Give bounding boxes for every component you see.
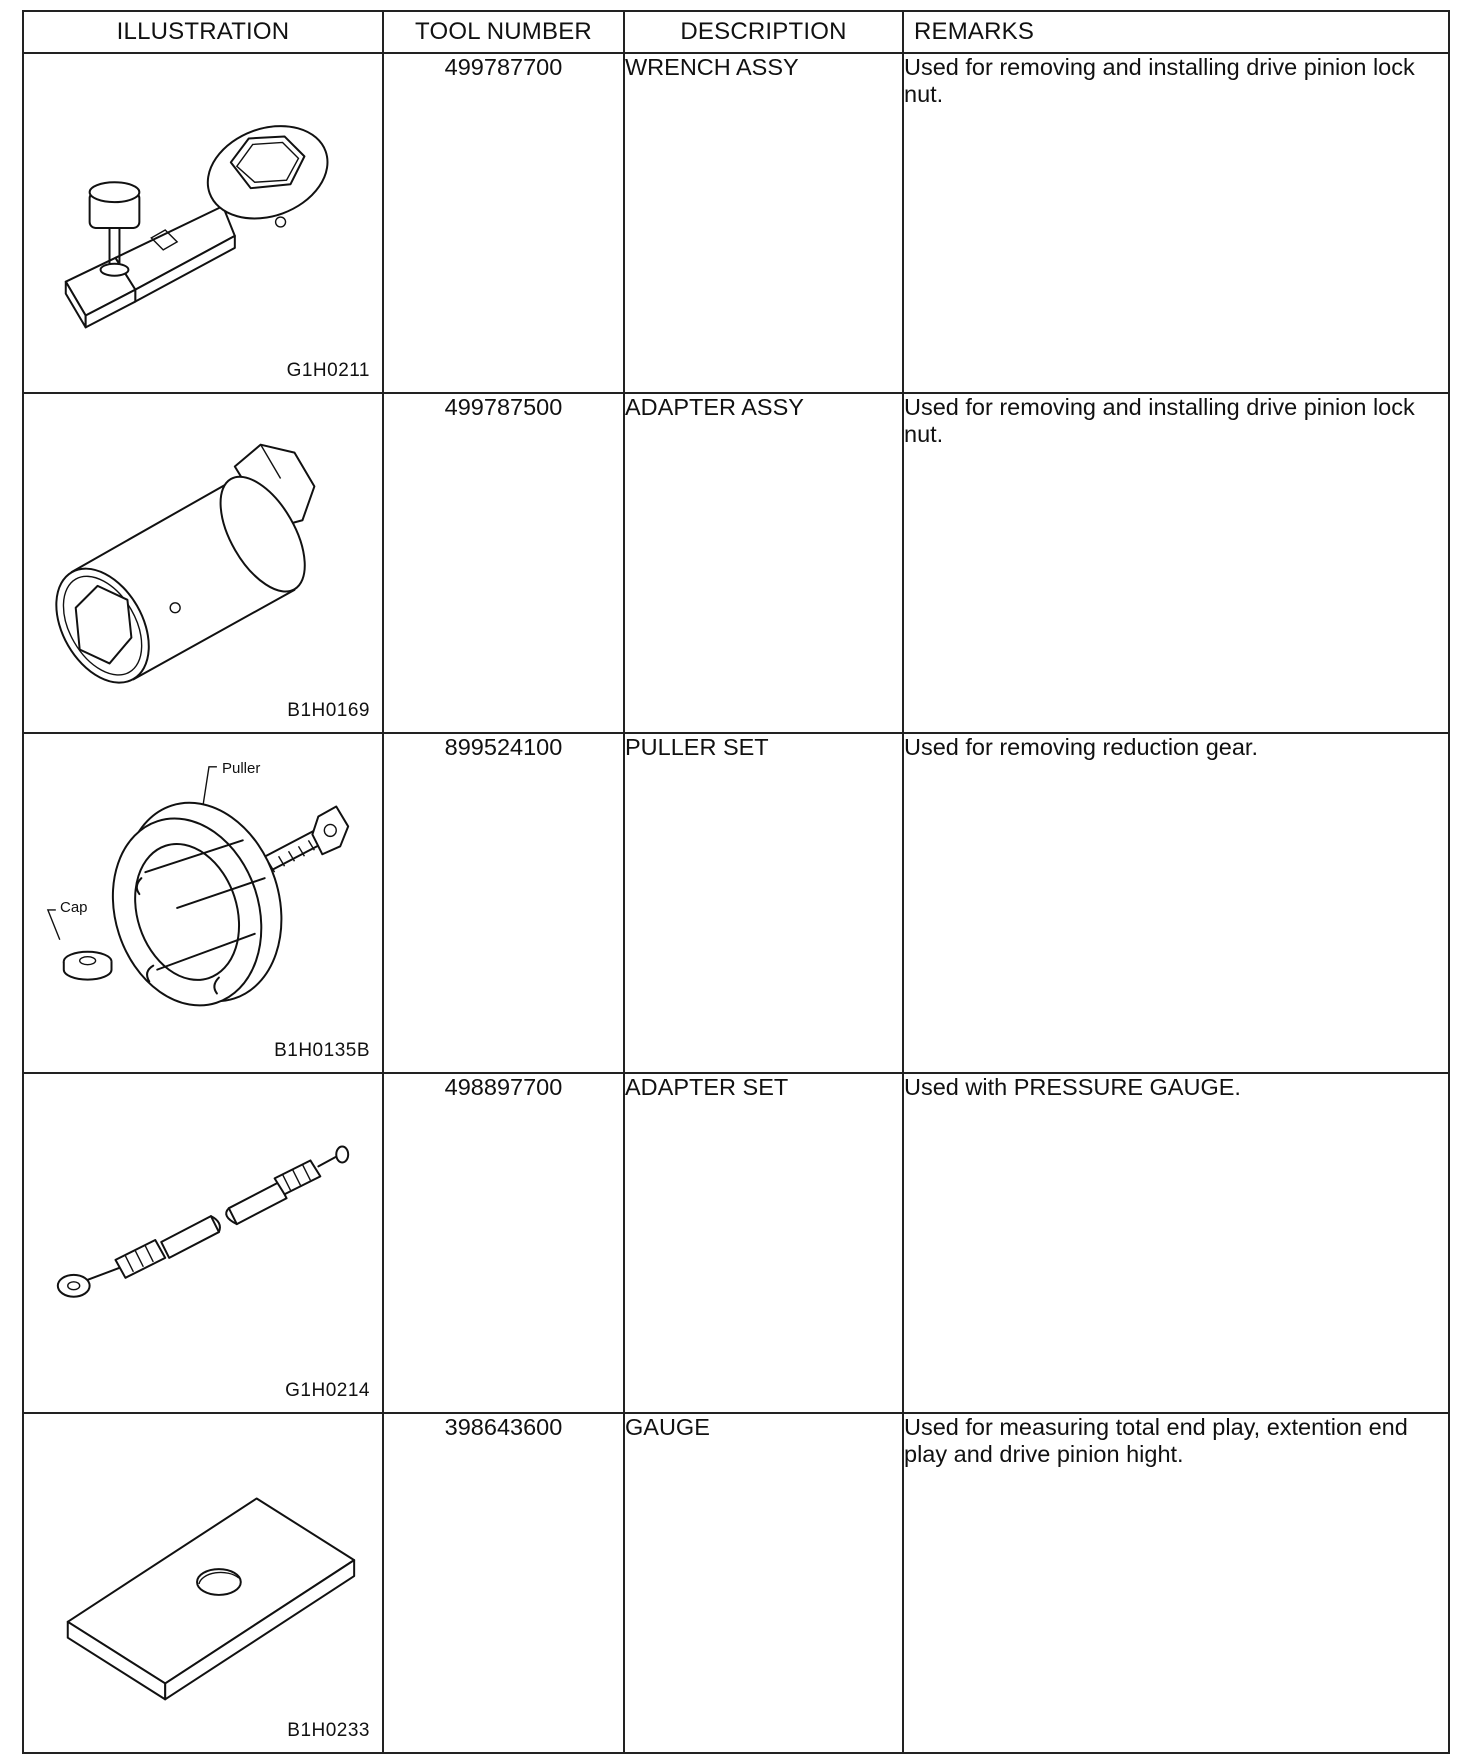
tool-remarks: Used for removing reduction gear. xyxy=(903,733,1449,1073)
table-row xyxy=(23,733,1449,1073)
tool-number: 499787700 xyxy=(383,53,624,393)
callout-puller: Puller xyxy=(222,760,261,777)
tool-description: WRENCH ASSY xyxy=(624,53,903,393)
tool-remarks: Used for removing and installing drive pinion lock nut. xyxy=(903,393,1449,733)
callout-cap: Cap xyxy=(60,899,88,916)
figure-id: B1H0233 xyxy=(287,1720,370,1741)
wrench-assy-illustration xyxy=(24,54,382,392)
header-description: DESCRIPTION xyxy=(624,11,903,53)
tool-description: ADAPTER SET xyxy=(624,1073,903,1413)
tool-remarks: Used with PRESSURE GAUGE. xyxy=(903,1073,1449,1413)
tool-description: PULLER SET xyxy=(624,733,903,1073)
tool-number: 899524100 xyxy=(383,733,624,1073)
gauge-illustration xyxy=(24,1414,382,1752)
tool-description: GAUGE xyxy=(624,1413,903,1753)
table-row xyxy=(23,53,1449,393)
illustration-cell xyxy=(23,393,383,733)
adapter-assy-illustration xyxy=(24,394,382,732)
tool-remarks: Used for measuring total end play, extention end play and drive pinion hight. xyxy=(903,1413,1449,1753)
table-row xyxy=(23,1413,1449,1753)
figure-id: B1H0135B xyxy=(274,1040,370,1061)
tool-number: 398643600 xyxy=(383,1413,624,1753)
tool-description: ADAPTER ASSY xyxy=(624,393,903,733)
header-remarks: REMARKS xyxy=(903,11,1449,53)
figure-id: B1H0169 xyxy=(287,700,370,721)
illustration-cell xyxy=(23,1073,383,1413)
figure-id: G1H0211 xyxy=(286,360,370,381)
header-illustration: ILLUSTRATION xyxy=(23,11,383,53)
table-row xyxy=(23,1073,1449,1413)
header-tool-number: TOOL NUMBER xyxy=(383,11,624,53)
table-row xyxy=(23,393,1449,733)
tool-remarks: Used for removing and installing drive pinion lock nut. xyxy=(903,53,1449,393)
illustration-cell xyxy=(23,1413,383,1753)
adapter-set-illustration xyxy=(24,1074,382,1412)
figure-id: G1H0214 xyxy=(285,1380,370,1401)
illustration-cell xyxy=(23,53,383,393)
header-row xyxy=(23,11,1449,53)
illustration-cell xyxy=(23,733,383,1073)
tool-number: 498897700 xyxy=(383,1073,624,1413)
tool-number: 499787500 xyxy=(383,393,624,733)
special-tools-table xyxy=(22,10,1450,1754)
